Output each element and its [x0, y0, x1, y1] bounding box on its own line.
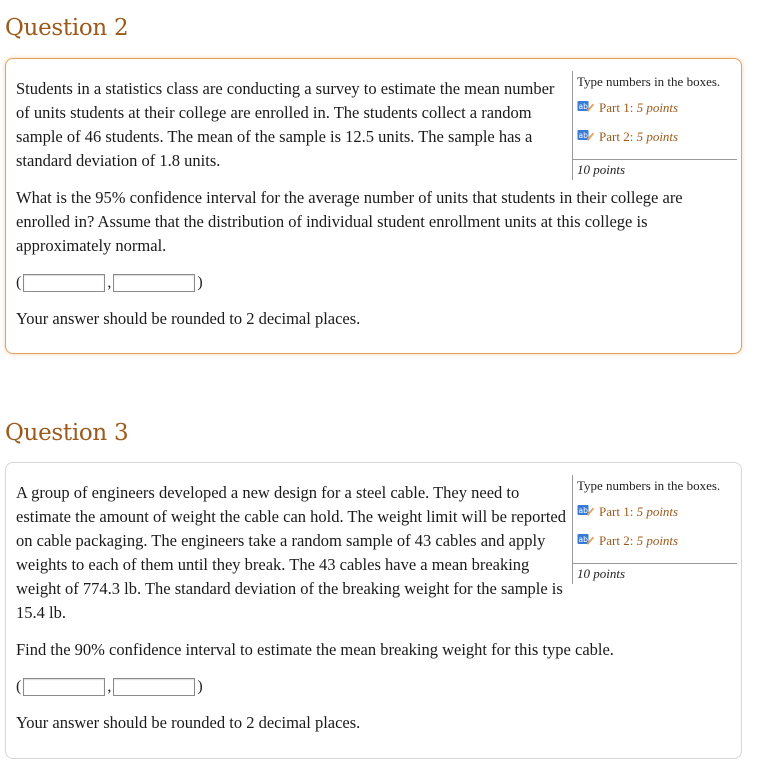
- part-points: 5 points: [636, 504, 679, 519]
- text-entry-icon: [577, 100, 595, 114]
- svg-text:ab: ab: [578, 506, 588, 516]
- part-label: Part 1:: [599, 100, 634, 115]
- question-2-instruction: Type numbers in the boxes.: [572, 71, 737, 93]
- question-2-total-points: 10 points: [572, 160, 737, 180]
- question-2-prompt: What is the 95% confidence interval for the average number of units that students in their college are enrolled in? Assume that the distribution of individual student enrollment units at this college is approximately normal.: [16, 188, 683, 255]
- question-3-title: Question 3: [5, 420, 129, 446]
- question-2-card: [5, 58, 742, 354]
- question-3-answer-row: [16, 676, 203, 698]
- question-2-lower-bound-input[interactable]: [23, 274, 105, 292]
- question-3-lower-bound-input[interactable]: [23, 678, 105, 696]
- question-3-card: [5, 462, 742, 759]
- text-entry-icon: [577, 504, 595, 518]
- question-3-prompt: Find the 90% confidence interval to estimate the mean breaking weight for this type cable.: [16, 640, 614, 659]
- question-2-scenario: Students in a statistics class are conducting a survey to estimate the mean number of units students at their college are enrolled in. The students collect a random sample of 46 students. The mean of the sample is 12.5 units. The sample has a standard deviation of 1.8 units.: [16, 79, 555, 170]
- part-label: Part 2:: [599, 533, 634, 548]
- question-3-rounding-note: Your answer should be rounded to 2 decimal places.: [16, 713, 361, 732]
- close-paren: ): [197, 274, 203, 291]
- open-paren: (: [16, 274, 22, 291]
- part-points: 5 points: [636, 533, 679, 548]
- part-label: Part 1:: [599, 504, 634, 519]
- text-entry-icon: [577, 533, 595, 547]
- svg-text:ab: ab: [578, 535, 588, 545]
- scoring-divider: [572, 151, 737, 160]
- scoring-divider: [572, 555, 737, 564]
- close-paren: ): [197, 678, 203, 695]
- part-points: 5 points: [636, 129, 679, 144]
- svg-text:ab: ab: [578, 102, 588, 112]
- question-3-part-1[interactable]: [572, 497, 737, 526]
- question-3-total-points: 10 points: [572, 564, 737, 584]
- question-3-scenario: A group of engineers developed a new design for a steel cable. They need to estimate the amount of weight the cable can hold. The weight limit will be reported on cable packaging. The engineers take a random sample of 43 cables and apply weights to each of them until they break. The 43 cables have a mean breaking weight of 774.3 lb. The standard deviation of the breaking weight for the sample is 15.4 lb.: [16, 483, 566, 622]
- question-2-part-2[interactable]: [572, 122, 737, 151]
- question-3-part-2[interactable]: [572, 526, 737, 555]
- question-2-scoring-panel: [572, 71, 737, 180]
- open-paren: (: [16, 678, 22, 695]
- part-label: Part 2:: [599, 129, 634, 144]
- part-points: 5 points: [636, 100, 679, 115]
- question-2-part-1[interactable]: [572, 93, 737, 122]
- question-2-title: Question 2: [5, 15, 129, 41]
- comma: ,: [107, 274, 112, 291]
- question-3-instruction: Type numbers in the boxes.: [572, 475, 737, 497]
- question-2-upper-bound-input[interactable]: [113, 274, 195, 292]
- comma: ,: [107, 678, 112, 695]
- text-entry-icon: [577, 129, 595, 143]
- question-2-rounding-note: Your answer should be rounded to 2 decimal places.: [16, 309, 361, 328]
- question-2-answer-row: [16, 272, 203, 294]
- question-3-upper-bound-input[interactable]: [113, 678, 195, 696]
- question-3-scoring-panel: [572, 475, 737, 584]
- svg-text:ab: ab: [578, 131, 588, 141]
